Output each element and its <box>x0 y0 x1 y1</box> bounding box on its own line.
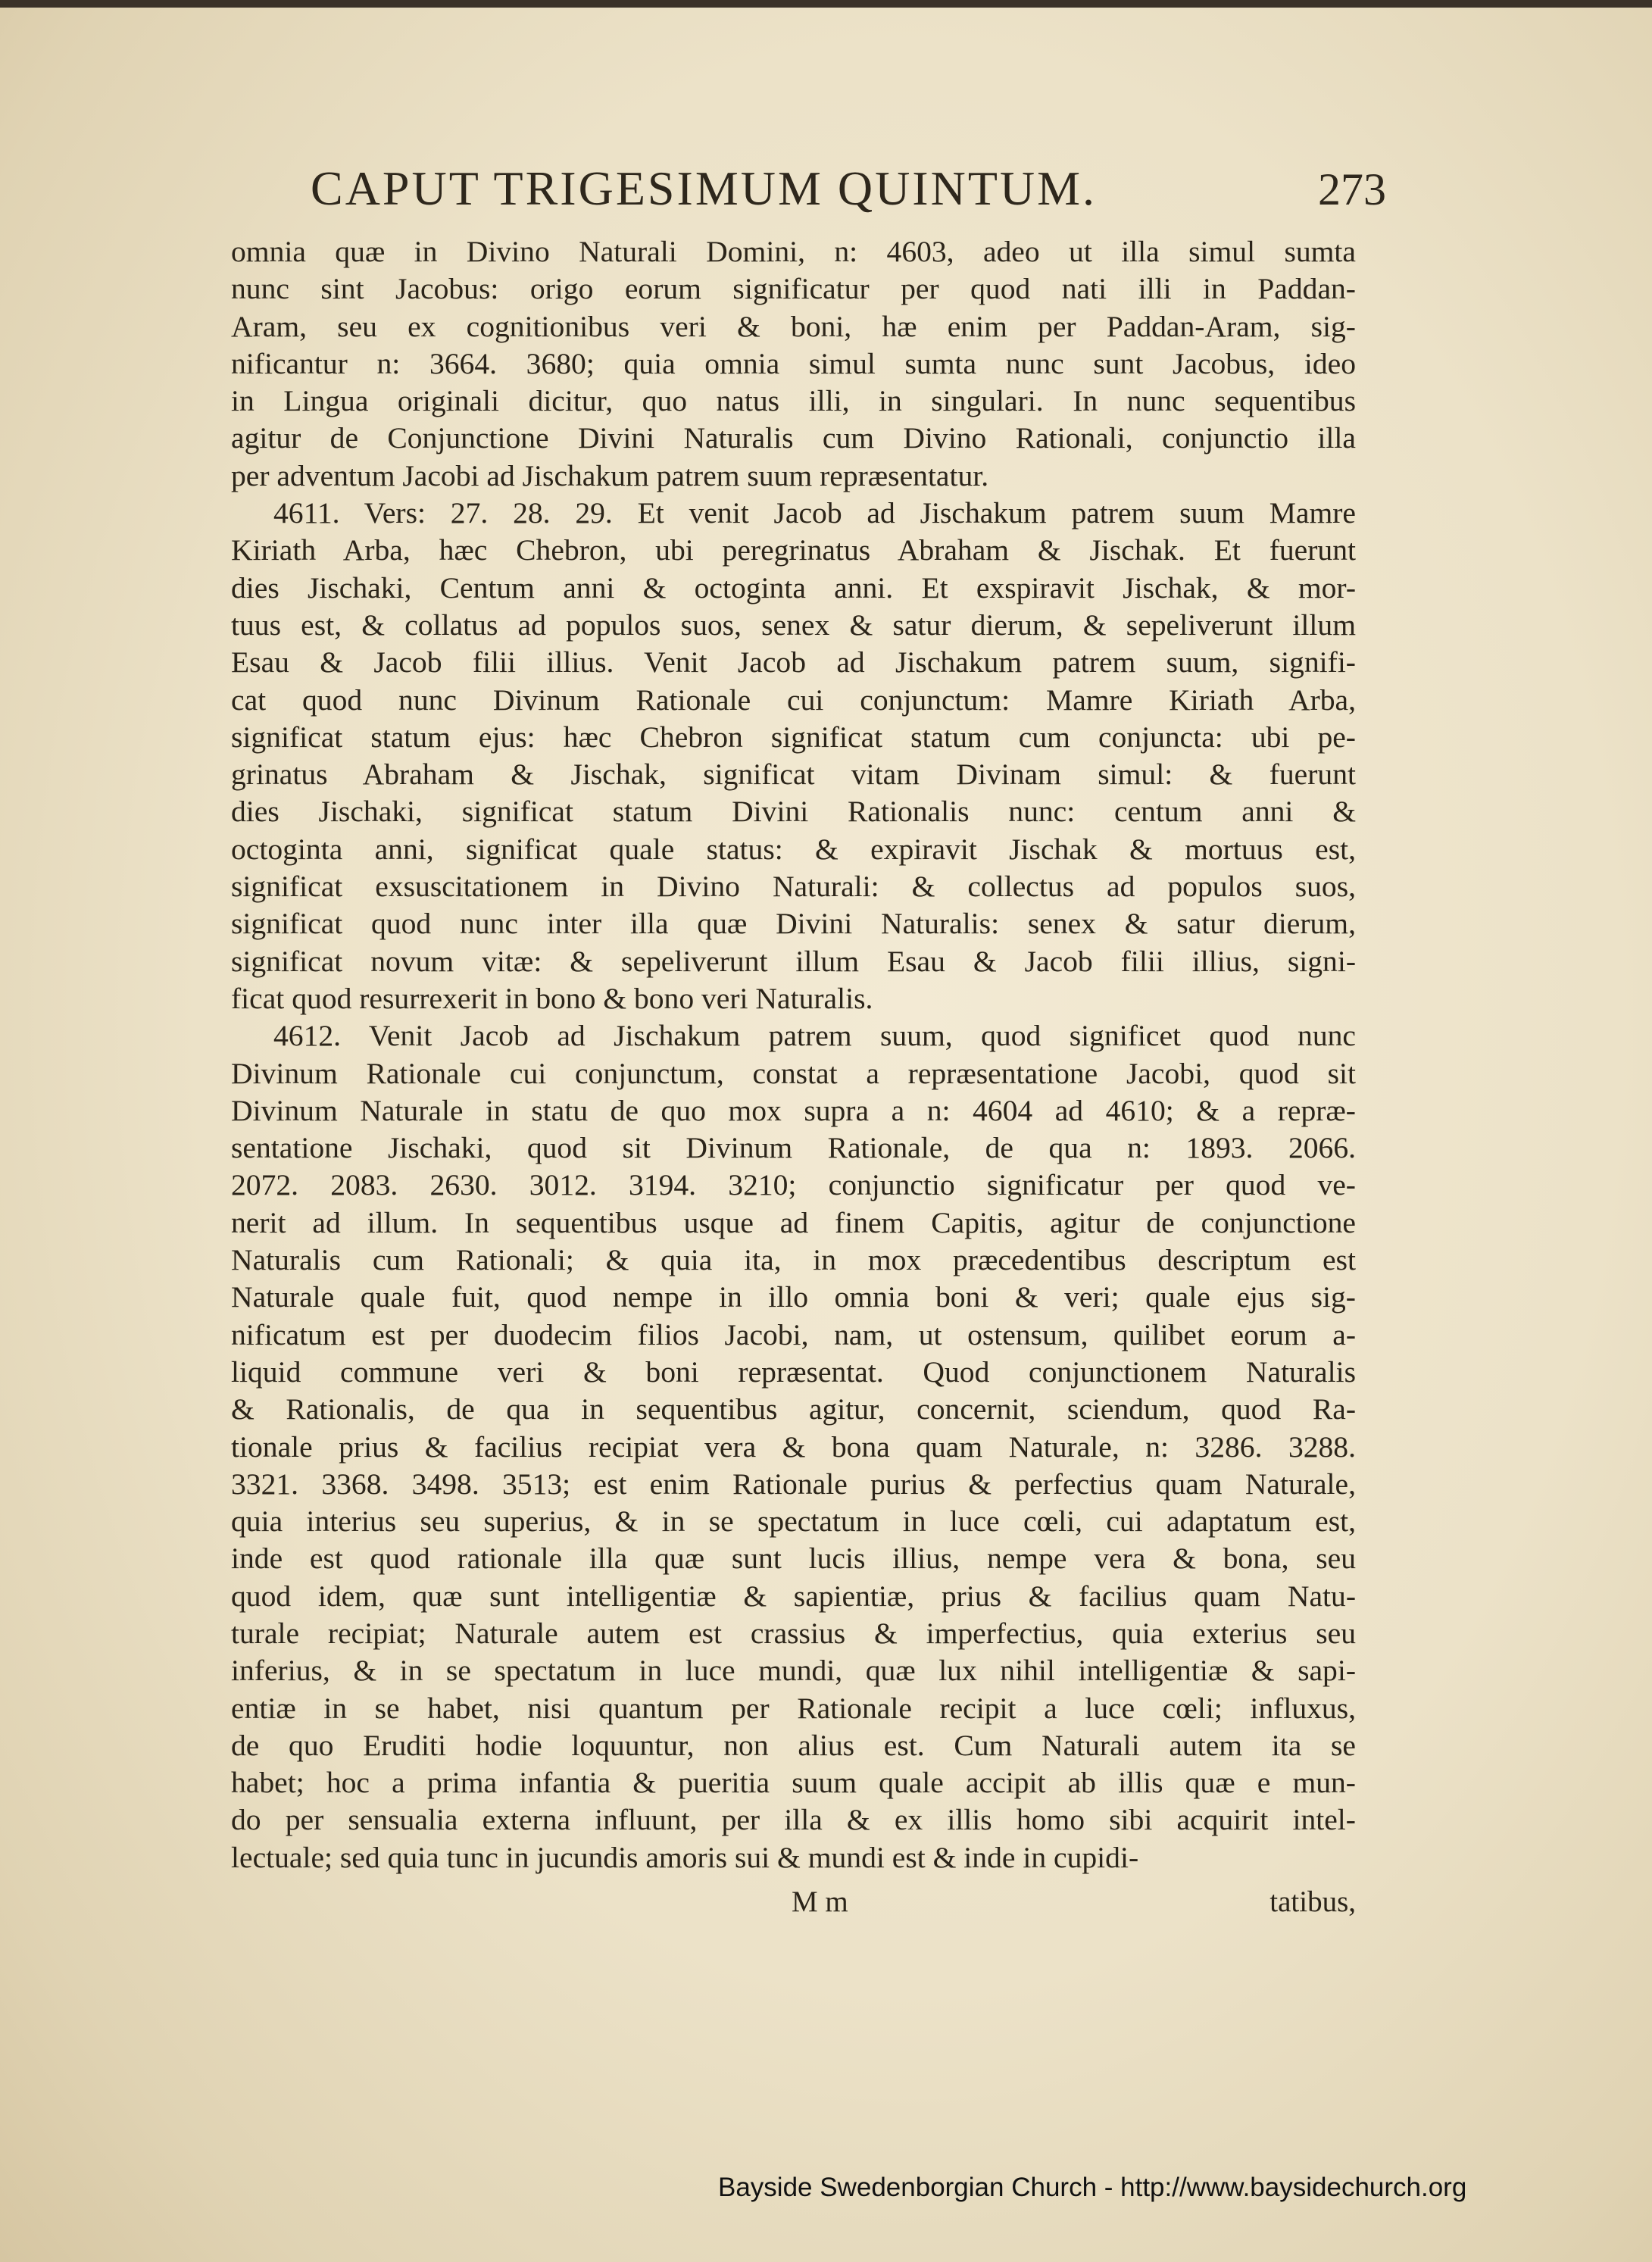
text-line: per adventum Jacobi ad Jischakum patrem suum repræsentatur. <box>231 458 989 492</box>
text-line: Aram, seu ex cognitionibus veri & boni, hæ enim per Paddan-Aram, sig- <box>231 309 1356 343</box>
catchword: tatibus, <box>1269 1886 1356 1918</box>
text-line: nerit ad illum. In sequentibus usque ad finem Capitis, agitur de conjunctione <box>231 1205 1356 1239</box>
text-line: liquid commune veri & boni repræsentat. Quod conjunctionem Naturalis <box>231 1354 1356 1389</box>
text-line: 4612. Venit Jacob ad Jischakum patrem suum, quod significet quod nunc <box>273 1019 1356 1053</box>
page-number: 273 <box>1318 164 1386 214</box>
text-line: quia interius seu superius, & in se spectatum in luce cœli, cui adaptatum est, <box>231 1504 1356 1539</box>
text-line: octoginta anni, significat quale status: & expiravit Jischak & mortuus est, <box>231 832 1356 866</box>
page-footer <box>231 1885 1356 1923</box>
text-line: agitur de Conjunctione Divini Naturalis cum Divino Rationali, conjunctio illa <box>231 421 1356 455</box>
text-line: do per sensualia externa influunt, per illa & ex illis homo sibi acquirit intel- <box>231 1803 1356 1837</box>
text-line: Esau & Jacob filii illius. Venit Jacob ad Jischakum patrem suum, signifi- <box>231 645 1356 680</box>
text-line: tuus est, & collatus ad populos suos, senex & satur dierum, & sepeliverunt illum <box>231 608 1356 642</box>
text-line: omnia quæ in Divino Naturali Domini, n: 4603, adeo ut illa simul sumta <box>231 235 1356 268</box>
text-line: significat statum ejus: hæc Chebron significat statum cum conjuncta: ubi pe- <box>231 720 1356 754</box>
text-line: 2072. 2083. 2630. 3012. 3194. 3210; conjunctio significatur per quod ve- <box>231 1168 1356 1202</box>
text-line: Kiriath Arba, hæc Chebron, ubi peregrinatus Abraham & Jischak. Et fuerunt <box>231 533 1356 567</box>
text-line: in Lingua originali dicitur, quo natus illi, in singulari. In nunc sequentibus <box>231 384 1356 418</box>
text-line: nificantur n: 3664. 3680; quia omnia simul sumta nunc sunt Jacobus, ideo <box>231 346 1356 380</box>
watermark-text: Bayside Swedenborgian Church - http://www.baysidechurch.org <box>718 2173 1467 2202</box>
paragraph <box>231 1017 1356 1876</box>
text-line: 4611. Vers: 27. 28. 29. Et venit Jacob ad Jischakum patrem suum Mamre <box>273 496 1356 530</box>
paragraph <box>231 233 1356 495</box>
text-line: inferius, & in se spectatum in luce mundi, quæ lux nihil intelligentiæ & sapi- <box>231 1654 1356 1688</box>
text-line: ficat quod resurrexerit in bono & bono veri Naturalis. <box>231 981 873 1015</box>
text-line: Naturale quale fuit, quod nempe in illo omnia boni & veri; quale ejus sig- <box>231 1280 1356 1314</box>
text-line: dies Jischaki, significat statum Divini Rationalis nunc: centum anni & <box>231 795 1356 829</box>
text-line: de quo Eruditi hodie loquuntur, non alius est. Cum Naturali autem ita se <box>231 1728 1356 1762</box>
text-line: & Rationalis, de qua in sequentibus agitur, concernit, sciendum, quod Ra- <box>231 1392 1356 1426</box>
text-line: significat novum vitæ: & sepeliverunt illum Esau & Jacob filii illius, signi- <box>231 944 1356 978</box>
text-line: turale recipiat; Naturale autem est crassius & imperfectius, quia exterius seu <box>231 1616 1356 1650</box>
text-line: tionale prius & facilius recipiat vera & bona quam Naturale, n: 3286. 3288. <box>231 1429 1356 1464</box>
paragraph <box>231 495 1356 1017</box>
text-line: dies Jischaki, Centum anni & octoginta anni. Et exspiravit Jischak, & mor- <box>231 570 1356 605</box>
signature-mark: M m <box>792 1886 848 1918</box>
text-line: grinatus Abraham & Jischak, significat vitam Divinam simul: & fuerunt <box>231 758 1356 792</box>
text-line: inde est quod rationale illa quæ sunt lucis illius, nempe vera & bona, seu <box>231 1542 1356 1576</box>
text-line: sentatione Jischaki, quod sit Divinum Rationale, de qua n: 1893. 2066. <box>231 1131 1356 1165</box>
text-line: 3321. 3368. 3498. 3513; est enim Rationale purius & perfectius quam Naturale, <box>231 1467 1356 1501</box>
running-title: CAPUT TRIGESIMUM QUINTUM. <box>311 161 1098 215</box>
text-line: Divinum Naturale in statu de quo mox supra a n: 4604 ad 4610; & a repræ- <box>231 1093 1356 1127</box>
text-line: habet; hoc a prima infantia & pueritia suum quale accipit ab illis quæ e mun- <box>231 1766 1356 1800</box>
text-line: Divinum Rationale cui conjunctum, constat a repræsentatione Jacobi, quod sit <box>231 1056 1356 1090</box>
text-line: entiæ in se habet, nisi quantum per Rationale recipit a luce cœli; influxus, <box>231 1691 1356 1725</box>
text-line: significat exsuscitationem in Divino Naturali: & collectus ad populos suos, <box>231 870 1356 904</box>
body-text <box>231 233 1356 1876</box>
page-top-edge <box>0 0 1652 8</box>
text-line: lectuale; sed quia tunc in jucundis amoris sui & mundi est & inde in cupidi- <box>231 1840 1139 1874</box>
text-line: nunc sint Jacobus: origo eorum significatur per quod nati illi in Paddan- <box>231 272 1356 306</box>
text-line: Naturalis cum Rationali; & quia ita, in mox præcedentibus descriptum est <box>231 1243 1356 1277</box>
page-header <box>311 161 1386 217</box>
text-line: cat quod nunc Divinum Rationale cui conjunctum: Mamre Kiriath Arba, <box>231 683 1356 717</box>
text-line: significat quod nunc inter illa quæ Divini Naturalis: senex & satur dierum, <box>231 907 1356 941</box>
text-line: nificatum est per duodecim filios Jacobi, nam, ut ostensum, quilibet eorum a- <box>231 1317 1356 1351</box>
text-line: quod idem, quæ sunt intelligentiæ & sapientiæ, prius & facilius quam Natu- <box>231 1579 1356 1613</box>
